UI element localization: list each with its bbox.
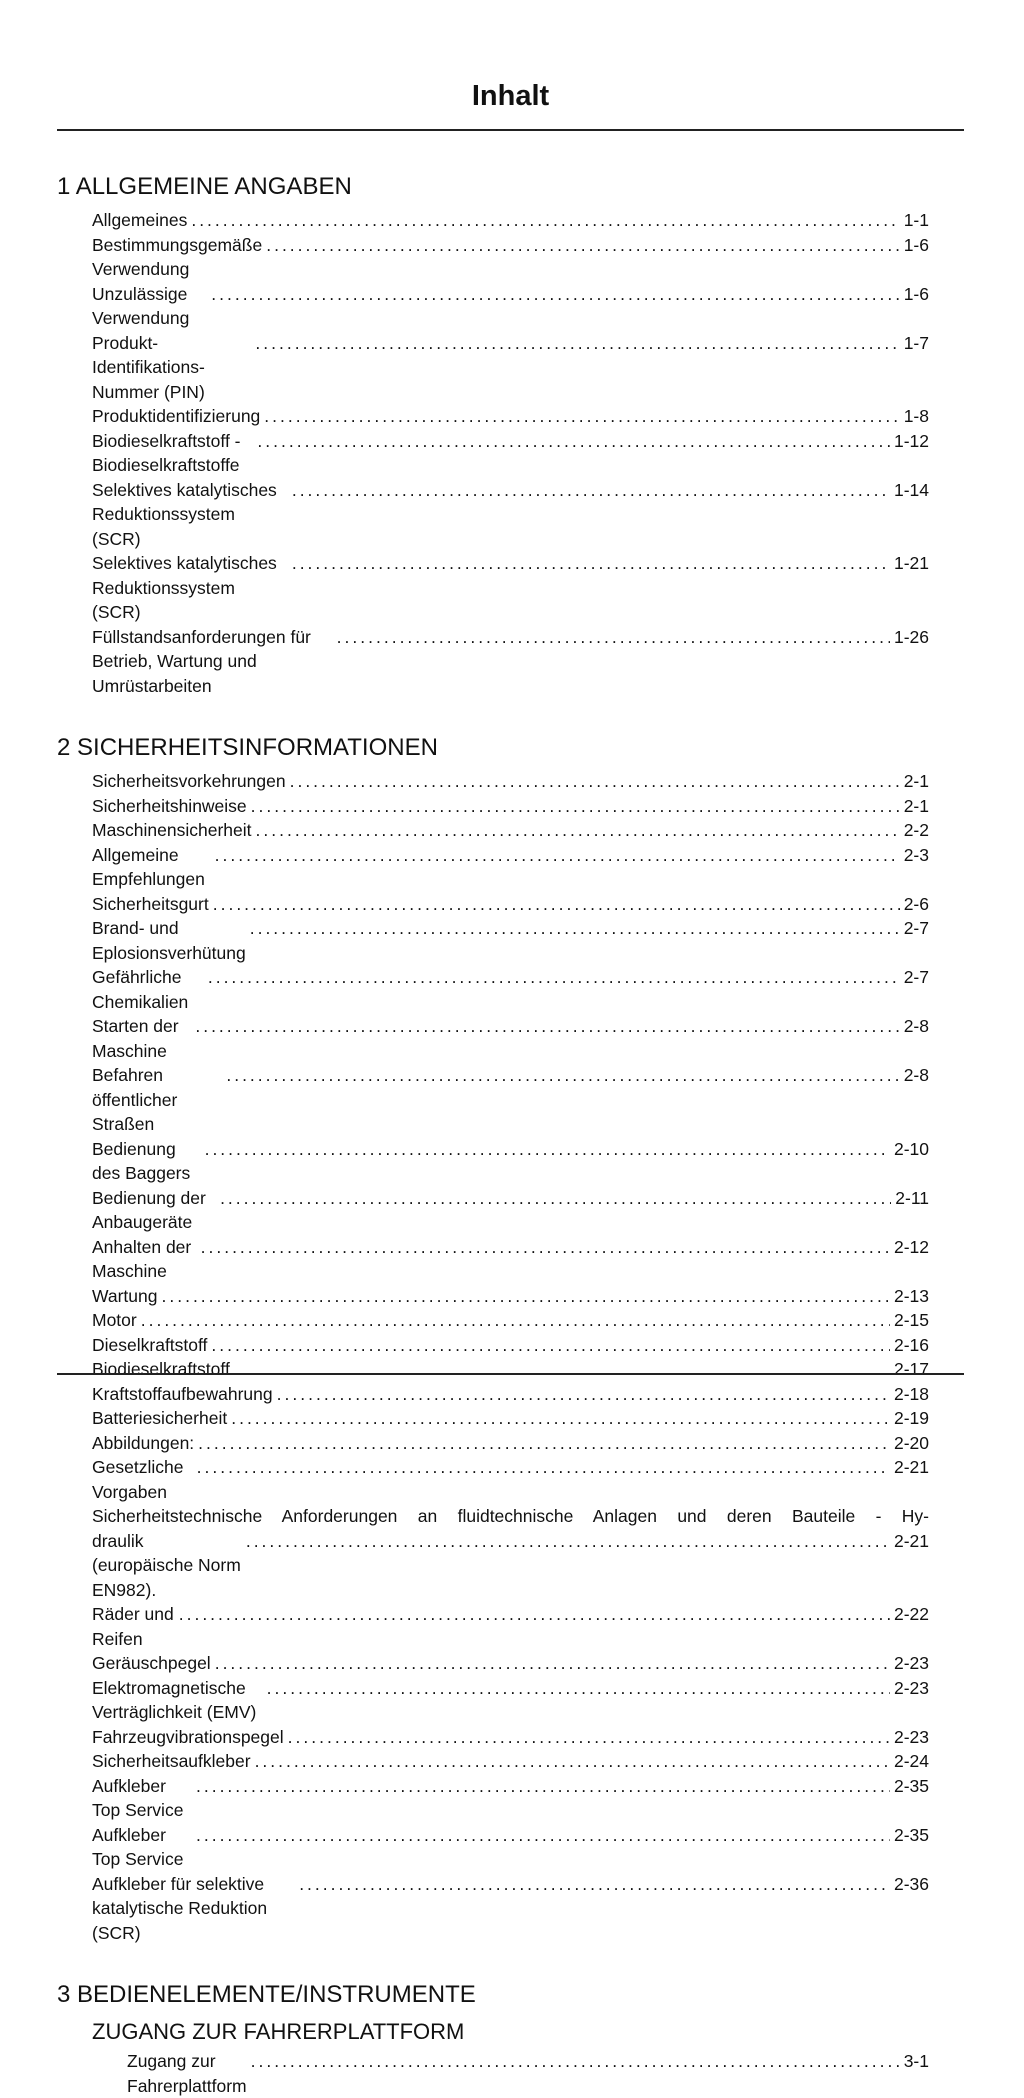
toc-entry xyxy=(92,794,929,819)
section-entries xyxy=(92,769,929,1945)
entry-label: Geräuschpegel xyxy=(92,1653,211,1673)
dot-leader xyxy=(266,233,899,258)
entry-page-number: 2-36 xyxy=(893,1873,929,1894)
entry-page-number: 1-1 xyxy=(903,210,929,230)
entry-page-number: 2-11 xyxy=(895,1187,929,1208)
dot-leader xyxy=(256,818,900,843)
entry-page-number: 1-6 xyxy=(903,234,929,255)
entry-label: Dieselkraftstoff xyxy=(92,1334,208,1355)
section-heading: 2 SICHERHEITSINFORMATIONEN xyxy=(57,734,438,761)
toc-entry xyxy=(92,1235,929,1284)
toc-entry xyxy=(92,1774,929,1823)
dot-leader xyxy=(205,1137,890,1162)
entry-label: Aufkleber für selektive katalytische Reduktion (SCR) xyxy=(92,1873,272,1943)
dot-leader xyxy=(246,1529,890,1554)
toc-entry xyxy=(92,1651,929,1676)
entry-label: Füllstandsanforderungen für Betrieb, Wartung und Umrüstarbeiten xyxy=(92,626,316,696)
entry-label: Allgemeine Empfehlungen xyxy=(92,844,205,889)
entry-page-number: 1-7 xyxy=(903,332,929,353)
dot-leader xyxy=(208,965,900,990)
entry-page-number: 2-22 xyxy=(893,1604,929,1624)
entry-label: draulik (europäische Norm EN982). xyxy=(92,1530,246,1600)
entry-page-number: 2-16 xyxy=(893,1334,929,1355)
toc-entry xyxy=(92,1676,929,1725)
entry-label: Sicherheitsvorkehrungen xyxy=(92,771,286,791)
entry-page-number: 2-7 xyxy=(903,918,929,938)
entry-label: Gesetzliche Vorgaben xyxy=(92,1457,189,1502)
toc-entry xyxy=(92,1137,929,1186)
entry-label: Sicherheitsaufkleber xyxy=(92,1751,251,1771)
entry-page-number: 2-23 xyxy=(893,1726,929,1747)
toc-entry xyxy=(92,282,929,331)
entry-label: Zugang zur Fahrerplattform xyxy=(127,2051,247,2096)
toc-entry xyxy=(92,1382,929,1407)
entry-label: Kraftstoffaufbewahrung xyxy=(92,1383,273,1404)
entry-page-number: 3-1 xyxy=(903,2051,929,2071)
dot-leader xyxy=(215,1651,890,1676)
dot-leader xyxy=(162,1284,890,1309)
toc-entry xyxy=(92,892,929,917)
entry-label: Maschinensicherheit xyxy=(92,820,252,840)
toc-entry xyxy=(92,1602,929,1651)
dot-leader xyxy=(141,1308,890,1333)
entry-page-number: 2-7 xyxy=(903,967,929,987)
entry-label: Elektromagnetische Verträglichkeit (EMV) xyxy=(92,1677,257,1722)
entry-label: Allgemeines xyxy=(92,210,188,230)
dot-leader xyxy=(267,1676,890,1701)
dot-leader xyxy=(277,1382,890,1407)
toc-entry xyxy=(92,1186,929,1235)
entry-page-number: 2-2 xyxy=(903,820,929,840)
entry-page-number: 2-23 xyxy=(893,1653,929,1673)
toc-entry xyxy=(92,1872,929,1946)
entry-page-number: 1-26 xyxy=(893,626,929,647)
entry-label-wrapped-line: Sicherheitstechnische Anforderungen an fluidtechnische Anlagen und deren Bauteile - Hy- xyxy=(92,1506,929,1526)
entry-label: Wartung xyxy=(92,1285,158,1306)
dot-leader xyxy=(179,1602,890,1627)
toc-sections xyxy=(57,173,964,2098)
dot-leader xyxy=(196,1774,890,1799)
entry-label: Aufkleber Top Service xyxy=(92,1775,184,1820)
entry-label: Aufkleber Top Service xyxy=(92,1824,184,1869)
entry-label: Abbildungen: xyxy=(92,1432,195,1453)
entry-label: Befahren öffentlicher Straßen xyxy=(92,1065,183,1134)
entry-label: Unzulässige Verwendung xyxy=(92,283,193,328)
toc-entry xyxy=(92,1725,929,1750)
toc-entry xyxy=(92,1406,929,1431)
entry-page-number: 1-6 xyxy=(903,283,929,304)
entry-page-number: 2-19 xyxy=(893,1408,929,1428)
entry-label: Selektives katalytisches Reduktionssystem (SCR) xyxy=(92,479,282,549)
entry-label: Gefährliche Chemikalien xyxy=(92,967,189,1012)
dot-leader xyxy=(250,916,900,941)
toc-section xyxy=(57,173,964,698)
page-title: Inhalt xyxy=(471,80,550,112)
entry-label: Räder und Reifen xyxy=(92,1604,179,1649)
dot-leader xyxy=(299,1872,890,1897)
toc-entry xyxy=(92,551,929,625)
toc-entry xyxy=(92,965,929,1014)
entry-page-number: 1-21 xyxy=(893,553,929,573)
entry-page-number: 2-1 xyxy=(903,795,929,816)
dot-leader xyxy=(213,892,900,917)
section-heading: 3 BEDIENELEMENTE/INSTRUMENTE xyxy=(57,1981,476,2008)
toc-entry xyxy=(92,1749,929,1774)
subsection-heading: ZUGANG ZUR FAHRERPLATTFORM xyxy=(92,2019,465,2044)
dot-leader xyxy=(197,1455,890,1480)
toc-entry xyxy=(92,429,929,478)
entry-page-number: 2-21 xyxy=(893,1530,929,1551)
entry-label: Motor xyxy=(92,1310,137,1330)
dot-leader xyxy=(264,404,899,429)
entry-page-number: 2-20 xyxy=(893,1432,929,1453)
dot-leader xyxy=(226,1063,899,1088)
entry-label: Sicherheitshinweise xyxy=(92,795,247,816)
dot-leader xyxy=(220,1186,891,1211)
entry-page-number: 2-24 xyxy=(893,1751,929,1771)
entry-page-number: 2-12 xyxy=(893,1236,929,1257)
toc-entry xyxy=(92,1014,929,1063)
entry-page-number: 2-23 xyxy=(893,1677,929,1698)
toc-entry xyxy=(92,1455,929,1504)
toc-entry xyxy=(92,843,929,892)
toc-entry xyxy=(92,1284,929,1309)
toc-entry xyxy=(92,1529,929,1603)
entry-page-number: 2-8 xyxy=(903,1065,929,1085)
toc-section xyxy=(57,1981,964,2098)
subsection-entries xyxy=(127,2049,929,2098)
dot-leader xyxy=(234,1357,890,1382)
entry-page-number: 2-35 xyxy=(893,1824,929,1845)
entry-page-number: 2-13 xyxy=(893,1285,929,1306)
dot-leader xyxy=(215,843,900,868)
toc-entry xyxy=(92,916,929,965)
section-heading: 1 ALLGEMEINE ANGABEN xyxy=(57,173,352,200)
entry-label: Bedienung der Anbaugeräte xyxy=(92,1187,210,1232)
entry-page-number: 2-35 xyxy=(893,1775,929,1796)
toc-subsection xyxy=(57,2019,964,2098)
dot-leader xyxy=(292,478,890,503)
entry-label: Anhalten der Maschine xyxy=(92,1236,197,1281)
dot-leader xyxy=(255,1749,890,1774)
entry-page-number: 2-17 xyxy=(893,1359,929,1379)
dot-leader xyxy=(211,282,899,307)
dot-leader xyxy=(231,1406,890,1431)
entry-page-number: 1-14 xyxy=(893,479,929,500)
entry-label: Starten der Maschine xyxy=(92,1016,184,1061)
entry-page-number: 1-8 xyxy=(903,406,929,426)
dot-leader xyxy=(251,2049,900,2074)
dot-leader xyxy=(211,1333,890,1358)
toc-entry xyxy=(92,233,929,282)
toc-entry xyxy=(92,1308,929,1333)
toc-entry xyxy=(92,1431,929,1456)
entry-label: Batteriesicherheit xyxy=(92,1408,228,1428)
entry-page-number: 2-8 xyxy=(903,1016,929,1036)
toc-entry xyxy=(92,404,929,429)
entry-page-number: 2-15 xyxy=(893,1310,929,1330)
section-entries xyxy=(92,208,929,698)
entry-label: Sicherheitsgurt xyxy=(92,893,209,914)
dot-leader xyxy=(290,769,900,794)
dot-leader xyxy=(191,208,899,233)
toc-entry xyxy=(127,2049,929,2098)
dot-leader xyxy=(195,1014,899,1039)
entry-label: Bestimmungsgemäße Verwendung xyxy=(92,234,268,279)
entry-label: Fahrzeugvibrationspegel xyxy=(92,1726,284,1747)
toc-entry xyxy=(92,478,929,552)
entry-page-number: 2-1 xyxy=(903,771,929,791)
entry-label: Bedienung des Baggers xyxy=(92,1138,191,1183)
entry-page-number: 1-12 xyxy=(893,430,929,451)
footer-divider xyxy=(57,1373,964,1375)
dot-leader xyxy=(196,1823,890,1848)
entry-label: Produkt-Identifikations-Nummer (PIN) xyxy=(92,332,205,402)
dot-leader xyxy=(201,1235,890,1260)
dot-leader xyxy=(198,1431,890,1456)
dot-leader xyxy=(251,794,900,819)
dot-leader xyxy=(257,429,890,454)
entry-page-number: 2-21 xyxy=(893,1457,929,1477)
toc-entry xyxy=(92,625,929,699)
entry-label: Biodieselkraftstoff - Biodieselkraftstoffe xyxy=(92,430,246,475)
dot-leader xyxy=(292,551,890,576)
entry-page-number: 2-18 xyxy=(893,1383,929,1404)
toc-entry xyxy=(92,1333,929,1358)
entry-page-number: 2-3 xyxy=(903,844,929,865)
toc-entry xyxy=(92,1823,929,1872)
dot-leader xyxy=(337,625,890,650)
entry-page-number: 2-10 xyxy=(893,1138,929,1159)
toc-entry xyxy=(92,818,929,843)
entry-page-number: 2-6 xyxy=(903,893,929,914)
toc-entry xyxy=(92,769,929,794)
entry-label: Produktidentifizierung xyxy=(92,406,261,426)
toc-entry xyxy=(92,331,929,405)
toc-section xyxy=(57,734,964,1945)
toc-entry xyxy=(92,1357,929,1382)
entry-label: Brand- und Eplosionsverhütung xyxy=(92,918,246,963)
toc-entry xyxy=(92,208,929,233)
entry-label: Biodieselkraftstoff xyxy=(92,1359,230,1379)
toc-entry xyxy=(92,1063,929,1137)
dot-leader xyxy=(288,1725,890,1750)
title-divider xyxy=(57,129,964,131)
dot-leader xyxy=(255,331,899,356)
entry-label: Selektives katalytisches Reduktionssystem (SCR) xyxy=(92,553,282,622)
